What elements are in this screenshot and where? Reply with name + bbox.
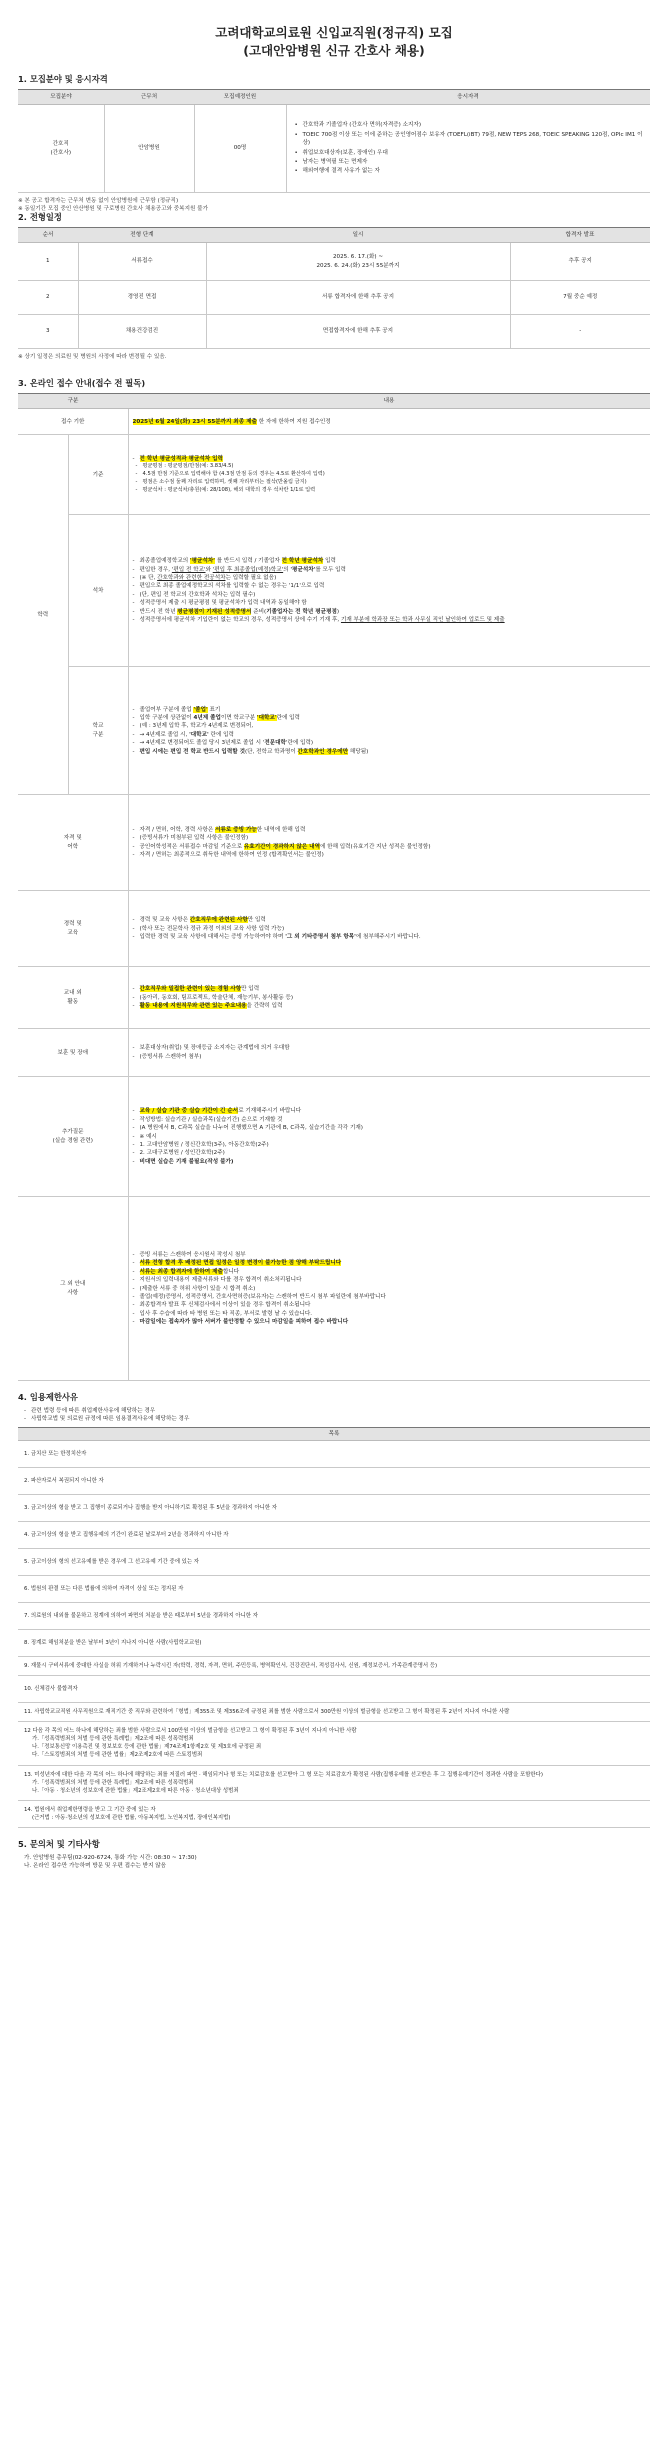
list-item: - 서류 전형 합격 후 배정된 면접 일정은 일정 변경이 불가능한 점 양해 부탁드립니다 (133, 1259, 647, 1267)
list-item: - 마감일에는 접속자가 많아 서버가 불안정할 수 있으니 마감일을 피하여 접수 바랍니다 (133, 1318, 647, 1326)
restriction-table: 목록 1. 금치산 또는 한정치산자 2. 파산자로서 복권되지 아니한 자 3. 금고이상의 형을 받고 그 집행이 종료되거나 집행을 받지 아니하기로 확정된 후 5년을 경과하지 아니한 자 4. 금고이상의 형을 받고 집행유예의 기간이 완료된 날로부터 2년을 경과하지 아니한 자 5. 금고이상의 형의 선고유예를 받은 경우에 그 선고유예 기간 중에 있는 자 6. 법원의 판결 또는 다른 법률에 의하여 자격이 상실 또는 정지된 자 7. 의료원의 내외를 불문하고 징계에 의하여 파면의 처분을 받은 때로부터 5년을 경과하지 아니한 자 8. 징계로 해임처분을 받은 날부터 3년이 지나지 아니한 사람(사립학교교원) 9. 재물시 구비서류에 중대한 사실을 허위 기재하거나 누락시킨 자(학력, 경력, 자격, 면허, 주민등록, 병역확인서, 건강진단서, 적성검사서, 신원, 재정보증서, 가족관계증명서 등) 10. 신체검사 불합격자 11. 사립학교교직원 사무직원으로 재직기간 중 직무와 관련하여「형법」제355조 및 제356조에 규정된 죄를 범한 사람으로서 300만원 이상의 벌금형을 선고받고 그 형이 확정된 후 2년이 지나지 아니한 사람 12 다음 각 목의 어느 하나에 해당하는 죄를 범한 사람으로서 100만원 이상의 벌금형을 선고받고 그 형이 확정된 후 3년이 지나지 아니한 사람 가.「성폭력범죄의 처벌 등에 관한 특례법」제2조에 따른 성폭력범죄 나.「정보통신망 이용촉진 및 정보보호 등에 관한 법률」제74조제1항제2호 및 제3호에 규정된 죄 다.「스토킹범죄의 처벌 등에 관한 법률」제2조제2호에 따른 스토킹범죄 13. 미성년자에 대한 다음 각 목의 어느 하나에 해당하는 죄를 저질러 파면 · 해임되거나 형 또는 치료감호를 선고받아 그 형 또는 치료감호가 확정된 사람(집행유예를 선고받은 후 그 집행유예기간이 경과한 사람을 포함한다) 가.「성폭력범죄의 처벌 등에 관한 특례법」제2조에 따른 성폭력범죄 나.「아동 · 청소년의 성보호에 관한 법률」제2조제2호에 따른 아동 · 청소년대상 성범죄 14. 법원에서 취업제한명령을 받고 그 기간 중에 있는 자 (근거법 : 아동·청소년의 성보호에 관한 법률, 아동복지법, 노인복지법, 장애인복지법) (18, 1427, 650, 1829)
list-item: - 자격 / 면허는 최종적으로 취득한 내역에 한하여 인정 (합격확인서는 불인정) (133, 851, 647, 859)
activity-row: 교내 외 활동 - 간호직무와 밀접한 관련이 있는 경험 사항만 입력 - (동아리, 동호회, 팀프로젝트, 학술단체, 재능기부, 봉사활동 등) - 활동 내용에 지원직무와 관련 있는 주요내용을 간략히 입력 (18, 967, 650, 1029)
table-row: 3. 금고이상의 형을 받고 그 집행이 종료되거나 집행을 받지 아니하기로 확정된 후 5년을 경과하지 아니한 자 (18, 1494, 650, 1521)
period-row: 접수 기한 2025년 6월 24일(화) 23시 55분까지 최종 제출 한 자에 한하여 지원 접수인정 (18, 409, 650, 435)
section-2-note: ※ 상기 일정은 의료원 및 병원의 사정에 따라 변경될 수 있음. (18, 354, 167, 361)
list-item: - (학사 또는 전문학사 정규 과정 이외의 교육 사항 입력 가능) (133, 925, 647, 933)
list-item: - 편입으로 최종 졸업예정학교의 석차를 입력할 수 없는 경우는 '1/1'으로 입력 (133, 582, 647, 590)
table-row: 12 다음 각 목의 어느 하나에 해당하는 죄를 범한 사람으로서 100만원 이상의 벌금형을 선고받고 그 형이 확정된 후 3년이 지나지 아니한 사람 가.「성폭력범죄의 처벌 등에 관한 특례법」제2조에 따른 성폭력범죄 나.「정보통신망 이용촉진 및 정보보호 등에 관한 법률」제74조제1항제2호 및 제3호에 규정된 죄 다.「스토킹범죄의 처벌 등에 관한 법률」제2조제2호에 따른 스토킹범죄 (18, 1722, 650, 1765)
list-item: - 반드시 전 학년 평균평점이 기재된 성적증명서 준비(기졸업자는 전 학년 평균평점) (133, 608, 647, 616)
list-item: - 입학 구분에 상관없이 4년제 졸업이면 학교구분 '대학교'란에 입력 (133, 714, 647, 722)
list-item: - 최종졸업예정학교의 '평균석차' 를 반드시 입력 / 기졸업자 전 학년 평균석차 입력 (133, 557, 647, 565)
list-item: - 최종합격자 발표 후 신체검사에서 이상이 있을 경우 합격이 취소됩니다 (133, 1301, 647, 1309)
section-2 (18, 211, 650, 361)
list-item: - 간호직무와 밀접한 관련이 있는 경험 사항만 입력 (133, 985, 647, 993)
section-1-notes: ※ 본 공고 합격자는 근무처 변동 없이 안암병원에 근무함 (정규직) ※ 동일기간 모집 중인 안산병원 및 구로병원 간호사 채용공고와 중복지원 불가 (18, 198, 208, 213)
list-item: • 취업보호대상자(보훈, 장애인) 우대 (295, 149, 647, 157)
school-type-row: 학교 구분 - 졸업여부 구분에 졸업 '졸업' 표기 - 입학 구분에 상관없이 4년제 졸업이면 학교구분 '대학교'란에 입력 - (예 : 3년제 입학 후, 학교가 4년제로 변경되어, - → 4년제로 졸업 시, '대학교' 란에 입력 - → 4년제로 변경되어도 졸업 당시 3년제로 졸업 시 '전문대학'란에 입력) - 편입 시에는 편입 전 학교 반드시 입력할 것(단, 전학교 학과명이 간호학과인 경우에만 해당됨) (18, 667, 650, 795)
page-title: 고려대학교의료원 신입교직원(정규직) 모집 (고대안암병원 신규 간호사 채용) (215, 25, 453, 59)
section-1 (18, 73, 650, 213)
list-item: - 비대면 실습은 기재 불필요(작성 불가) (133, 1158, 647, 1166)
rank-row: 석차 - 최종졸업예정학교의 '평균석차' 를 반드시 입력 / 기졸업자 전 학년 평균석차 입력 - 편입한 경우, '편입 전 학교'와 '편입 후 최종졸업(예정)학교'의 '평균석차'를 모두 입력 - (※ 단, 간호학과와 관련한 전공석차는 입력할 필요 없음) - 편입으로 최종 졸업예정학교의 석차를 입력할 수 없는 경우는 '1/1'으로 입력 - (단, 편입 전 학교의 간호학과 석차는 입력 필수) - 성적증명서 제출 시 평균평점 및 평균석차가 입력 내역과 동일해야 함 - 반드시 전 학년 평균평점이 기재된 성적증명서 준비(기졸업자는 전 학년 평균평점) - 성적증명서에 평균석차 기입란이 없는 학교의 경우, 성적증명서 상에 수기 기재 후, 기재 부분에 학과장 또는 학과 사무실 직인 날인하여 업로드 및 제출 (18, 515, 650, 667)
application-guide-table: 구분 내용 접수 기한 2025년 6월 24일(화) 23시 55분까지 최종 제출 한 자에 한하여 지원 접수인정 학력 기준 - 전 학년 평균성적과 평균석차 입력 - 평균평점 : 평균평점/만점(예: 3.83/4.5) - 4.5점 만점 기준으로 입력해야 함 (4.3점 만점 등의 경우는 4.5로 환산하여 입력) - 평점은 소수점 둘째 자리로 입력하며, 셋째 자리부터는 절삭(반올림 금지) - 평균석차 : 평균석차/총원(예: 28/108), 해외 대학의 경우 석차란 1/1로 입력 석차 - 최종졸업예정학교의 '평균석차' 를 반드시 입력 / 기졸업자 전 학년 평균석차 입력 - 편입한 경우, '편입 전 학교'와 '편입 후 최종졸업(예정)학교'의 '평균석차'를 모두 입력 - (※ 단, 간호학과와 관련한 전공석차는 입력할 필요 없음) - 편입으로 최종 졸업예정학교의 석차를 입력할 수 없는 경우는 '1/1'으로 입력 - (단, 편입 전 학교의 간호학과 석차는 입력 필수) - 성적증명서 제출 시 평균평점 및 평균석차가 입력 내역과 동일해야 함 - 반드시 전 학년 평균평점이 기재된 성적증명서 준비(기졸업자는 전 학년 평균평점) - 성적증명서에 평균석차 기입란이 없는 학교의 경우, 성적증명서 상에 수기 기재 후, 기재 부분에 학과장 또는 학과 사무실 직인 날인하여 업로드 및 제출 학교 구분 - 졸업여부 구분에 졸업 '졸업' 표기 - 입학 구분에 상관없이 4년제 졸업이면 학교구분 '대학교'란에 입력 - (예 : 3년제 입학 후, 학교가 4년제로 변경되어, - → 4년제로 졸업 시, '대학교' 란에 입력 - → 4년제로 변경되어도 졸업 당시 3년제로 졸업 시 '전문대학'란에 입력) - 편입 시에는 편입 전 학교 반드시 입력할 것(단, 전학교 학과명이 간호학과인 경우에만 해당됨) 자격 및 어학 - 자격 / 면허, 어학, 경력 사항은 서류로 증빙 가능한 내역에 한해 입력 - (증빙서류가 미첨부된 입력 사항은 불인정함) - 공인어학성적은 서류접수 마감일 기준으로 유효기간이 경과하지 않은 내역에 한해 입력(유효기간 지난 성적은 불인정함) - 자격 / 면허는 최종적으로 취득한 내역에 한하여 인정 (합격확인서는 불인정) 경력 및 교육 - 경력 및 교육 사항은 간호직무에 관련된 사항만 입력 - (학사 또는 전문학사 정규 과정 이외의 교육 사항 입력 가능) - 입력한 경력 및 교육 사항에 대해서는 증빙 가능하여야 하며 '그 외 기타증명서 첨부 항목'에 첨부해주시기 바랍니다. 교내 외 활동 - 간호직무와 밀접한 관련이 있는 경험 사항만 입력 - (동아리, 동호회, 팀프로젝트, 학술단체, 재능기부, 봉사활동 등) - 활동 내용에 지원직무와 관련 있는 주요내용을 간략히 입력 보훈 및 장애 - 보훈대상자(취업) 및 장애등급 소지자는 관계법에 의거 우대함 - (증빙서류 스캔하여 첨부) 추가질문 (실습 경험 관련) - 교육 / 실습 기관 중 실습 기간이 긴 순서로 기재해주시기 바랍니다 - 작성방법: 실습기관 / 실습과목(실습기간) 순으로 기재할 것 - (A 병원에서 B, C과목 실습을 나누어 진행했으면 A 기관에 B, C과목, 실습기간을 각각 기재) - ※ 예시 - 1. 고대안암병원 / 정신간호학(3주), 아동간호학(2주) - 2. 고대구로병원 / 성인간호학(2주) - 비대면 실습은 기재 불필요(작성 불가) 그 외 안내 사항 - 증빙 서류는 스캔하여 응시원서 작성시 첨부 - 서류 전형 합격 후 배정된 면접 일정은 일정 변경이 불가능한 점 양해 부탁드립니다 - 서류는 최종 합격자에 한하여 제출합니다 - 지원서의 입력내용이 제출서류와 다를 경우 합격이 취소처리됩니다 - (제출한 서류 중 허위 사항이 있을 시 합격 취소) - 졸업(예정)증명서, 성적증명서, 간호사면허증(보유자)는 스캔하여 반드시 첨부 파일란에 첨부바랍니다 - 최종합격자 발표 후 신체검사에서 이상이 있을 경우 합격이 취소됩니다 - 입사 후 수습에 따라 타 병원 또는 타 직종, 부서로 발령 날 수 있습니다. - 마감일에는 접속자가 많아 서버가 불안정할 수 있으니 마감일을 피하여 접수 바랍니다 (18, 393, 650, 1381)
list-item: - 졸업(예정)증명서, 성적증명서, 간호사면허증(보유자)는 스캔하여 반드시 첨부 파일란에 첨부바랍니다 (133, 1293, 647, 1301)
list-item: - 편입한 경우, '편입 전 학교'와 '편입 후 최종졸업(예정)학교'의 '평균석차'를 모두 입력 (133, 566, 647, 574)
career-row: 경력 및 교육 - 경력 및 교육 사항은 간호직무에 관련된 사항만 입력 - (학사 또는 전문학사 정규 과정 이외의 교육 사항 입력 가능) - 입력한 경력 및 교육 사항에 대해서는 증빙 가능하여야 하며 '그 외 기타증명서 첨부 항목'에 첨부해주시기 바랍니다. (18, 891, 650, 967)
quals-cell (286, 105, 650, 193)
field-cell: 간호직 (간호사) (18, 105, 104, 193)
list-item: - 2. 고대구로병원 / 성인간호학(2주) (133, 1149, 647, 1157)
contact-info: 가. 안암병원 총무팀(02-920-6724, 통화 가능 시간: 08:30 ~ 17:30) 나. 온라인 접수만 가능하며 방문 및 우편 접수는 받지 않음 (24, 1854, 197, 1869)
section-3-heading: 3. 온라인 접수 안내(접수 전 필독) (18, 378, 146, 389)
list-item: - 증빙 서류는 스캔하여 응시원서 작성시 첨부 (133, 1251, 647, 1259)
section-3 (18, 377, 650, 1381)
standard-row: 학력 기준 - 전 학년 평균성적과 평균석차 입력 - 평균평점 : 평균평점/만점(예: 3.83/4.5) - 4.5점 만점 기준으로 입력해야 함 (4.3점 만점 등의 경우는 4.5로 환산하여 입력) - 평점은 소수점 둘째 자리로 입력하며, 셋째 자리부터는 절삭(반올림 금지) - 평균석차 : 평균석차/총원(예: 28/108), 해외 대학의 경우 석차란 1/1로 입력 (18, 435, 650, 515)
section-4 (18, 1391, 650, 1828)
schedule-row: 1 서류접수 2025. 6. 17.(화) ~ 2025. 6. 24.(화) 23시 55분까지 추후 공지 (18, 243, 650, 281)
list-item: - 편입 시에는 편입 전 학교 반드시 입력할 것(단, 전학교 학과명이 간호학과인 경우에만 해당됨) (133, 748, 647, 756)
list-item: - (증빙서류 스캔하여 첨부) (133, 1053, 647, 1061)
extra-question-row: 추가질문 (실습 경험 관련) - 교육 / 실습 기관 중 실습 기간이 긴 순서로 기재해주시기 바랍니다 - 작성방법: 실습기관 / 실습과목(실습기간) 순으로 기재할 것 - (A 병원에서 B, C과목 실습을 나누어 진행했으면 A 기관에 B, C과목, 실습기간을 각각 기재) - ※ 예시 - 1. 고대안암병원 / 정신간호학(3주), 아동간호학(2주) - 2. 고대구로병원 / 성인간호학(2주) - 비대면 실습은 기재 불필요(작성 불가) (18, 1077, 650, 1197)
veteran-row: 보훈 및 장애 - 보훈대상자(취업) 및 장애등급 소지자는 관계법에 의거 우대함 - (증빙서류 스캔하여 첨부) (18, 1029, 650, 1077)
list-item: - 보훈대상자(취업) 및 장애등급 소지자는 관계법에 의거 우대함 (133, 1044, 647, 1052)
list-item: - (A 병원에서 B, C과목 실습을 나누어 진행했으면 A 기관에 B, C과목, 실습기간을 각각 기재) (133, 1124, 647, 1132)
cert-row: 자격 및 어학 - 자격 / 면허, 어학, 경력 사항은 서류로 증빙 가능한 내역에 한해 입력 - (증빙서류가 미첨부된 입력 사항은 불인정함) - 공인어학성적은 서류접수 마감일 기준으로 유효기간이 경과하지 않은 내역에 한해 입력(유효기간 지난 성적은 불인정함) - 자격 / 면허는 최종적으로 취득한 내역에 한하여 인정 (합격확인서는 불인정) (18, 795, 650, 891)
quals-list (295, 121, 647, 175)
list-item: - 입사 후 수습에 따라 타 병원 또는 타 직종, 부서로 발령 날 수 있습니다. (133, 1310, 647, 1318)
list-item: - ※ 예시 (133, 1133, 647, 1141)
table-row: 13. 미성년자에 대한 다음 각 목의 어느 하나에 해당하는 죄를 저질러 파면 · 해임되거나 형 또는 치료감호를 선고받아 그 형 또는 치료감호가 확정된 사람(집행유예를 선고받은 후 그 집행유예기간이 경과한 사람을 포함한다) 가.「성폭력범죄의 처벌 등에 관한 특례법」제2조에 따른 성폭력범죄 나.「아동 · 청소년의 성보호에 관한 법률」제2조제2호에 따른 아동 · 청소년대상 성범죄 (18, 1765, 650, 1800)
list-item: - → 4년제로 변경되어도 졸업 당시 3년제로 졸업 시 '전문대학'란에 입력) (133, 739, 647, 747)
schedule-row: 2 경영진 면접 서류 합격자에 한해 추후 공지 7월 중순 예정 (18, 281, 650, 315)
section-4-intro: - 관련 법령 등에 따른 취업제한사유에 해당하는 경우 - 사립학교법 및 의료원 규정에 따른 임용결격사유에 해당하는 경우 (24, 1407, 650, 1424)
list-item: - 지원서의 입력내용이 제출서류와 다를 경우 합격이 취소처리됩니다 (133, 1276, 647, 1284)
table-row: 4. 금고이상의 형을 받고 집행유예의 기간이 완료된 날로부터 2년을 경과하지 아니한 자 (18, 1521, 650, 1548)
list-item: - 성적증명서에 평균석차 기입란이 없는 학교의 경우, 성적증명서 상에 수기 기재 후, 기재 부분에 학과장 또는 학과 사무실 직인 날인하여 업로드 및 제출 (133, 616, 647, 624)
list-item: - 입력한 경력 및 교육 사항에 대해서는 증빙 가능하여야 하며 '그 외 기타증명서 첨부 항목'에 첨부해주시기 바랍니다. (133, 933, 647, 941)
list-item: - 공인어학성적은 서류접수 마감일 기준으로 유효기간이 경과하지 않은 내역에 한해 입력(유효기간 지난 성적은 불인정함) (133, 843, 647, 851)
list-item: - (※ 단, 간호학과와 관련한 전공석차는 입력할 필요 없음) (133, 574, 647, 582)
schedule-table: 순서 전형 단계 일시 합격자 발표 1 서류접수 2025. 6. 17.(화) ~ 2025. 6. 24.(화) 23시 55분까지 추후 공지 2 경영진 면접 서류 합격자에 한해 추후 공지 7월 중순 예정 3 채용건강검진 면접합격자에 한해 추후 공지 - (18, 227, 650, 349)
list-item: - 작성방법: 실습기관 / 실습과목(실습기간) 순으로 기재할 것 (133, 1116, 647, 1124)
table-row: 1. 금치산 또는 한정치산자 (18, 1440, 650, 1467)
list-item: - → 4년제로 졸업 시, '대학교' 란에 입력 (133, 731, 647, 739)
count-cell: 00명 (194, 105, 286, 193)
table-row: 6. 법원의 판결 또는 다른 법률에 의하여 자격이 상실 또는 정지된 자 (18, 1575, 650, 1602)
list-item: • 해외여행에 결격 사유가 없는 자 (295, 167, 647, 175)
table-row: 10. 신체검사 불합격자 (18, 1676, 650, 1703)
list-item: - 평점은 소수점 둘째 자리로 입력하며, 셋째 자리부터는 절삭(반올림 금지) (136, 479, 647, 487)
deadline: 2025년 6월 24일(화) 23시 55분까지 최종 제출 (132, 418, 257, 425)
list-item: - 1. 고대안암병원 / 정신간호학(3주), 아동간호학(2주) (133, 1141, 647, 1149)
list-item: - (예 : 3년제 입학 후, 학교가 4년제로 변경되어, (133, 722, 647, 730)
list-item: - (증빙서류가 미첨부된 입력 사항은 불인정함) (133, 834, 647, 842)
list-item: - 평균평점 : 평균평점/만점(예: 3.83/4.5) (136, 463, 647, 471)
table-row: 8. 징계로 해임처분을 받은 날부터 3년이 지나지 아니한 사람(사립학교교원) (18, 1629, 650, 1656)
section-5 (18, 1838, 650, 1870)
qualification-table: 모집분야 근무처 모집예정인원 응시자격 간호직 (간호사) 안암병원 00명 • 간호학과 기졸업자 (간호사 면허(자격증) 소지자) • TOEIC 700점 이상 또는 이에 준하는 공인영어점수 보유자 (TOEFL(iBT) 79점, NEW TEPS 268, TOEIC SPEAKING 120점, OPIc IM1 이상) • 취업보호대상자(보훈, 장애인) 우대 • 남자는 병역필 또는 면제자 • 해외여행에 결격 사유가 없는 자 (18, 89, 650, 193)
etc-row: 그 외 안내 사항 - 증빙 서류는 스캔하여 응시원서 작성시 첨부 - 서류 전형 합격 후 배정된 면접 일정은 일정 변경이 불가능한 점 양해 부탁드립니다 - 서류는 최종 합격자에 한하여 제출합니다 - 지원서의 입력내용이 제출서류와 다를 경우 합격이 취소처리됩니다 - (제출한 서류 중 허위 사항이 있을 시 합격 취소) - 졸업(예정)증명서, 성적증명서, 간호사면허증(보유자)는 스캔하여 반드시 첨부 파일란에 첨부바랍니다 - 최종합격자 발표 후 신체검사에서 이상이 있을 경우 합격이 취소됩니다 - 입사 후 수습에 따라 타 병원 또는 타 직종, 부서로 발령 날 수 있습니다. - 마감일에는 접속자가 많아 서버가 불안정할 수 있으니 마감일을 피하여 접수 바랍니다 (18, 1197, 650, 1381)
schedule-row: 3 채용건강검진 면접합격자에 한해 추후 공지 - (18, 315, 650, 349)
list-item: - 교육 / 실습 기관 중 실습 기간이 긴 순서로 기재해주시기 바랍니다 (133, 1107, 647, 1115)
table-row: 5. 금고이상의 형의 선고유예를 받은 경우에 그 선고유예 기간 중에 있는 자 (18, 1548, 650, 1575)
list-item: - 자격 / 면허, 어학, 경력 사항은 서류로 증빙 가능한 내역에 한해 입력 (133, 826, 647, 834)
table-row: 9. 재물시 구비서류에 중대한 사실을 허위 기재하거나 누락시킨 자(학력, 경력, 자격, 면허, 주민등록, 병역확인서, 건강진단서, 적성검사서, 신원, 재정보증서, 가족관계증명서 등) (18, 1656, 650, 1675)
list-item: - 경력 및 교육 사항은 간호직무에 관련된 사항만 입력 (133, 916, 647, 924)
list-item: - 활동 내용에 지원직무와 관련 있는 주요내용을 간략히 입력 (133, 1002, 647, 1010)
list-item: - (동아리, 동호회, 팀프로젝트, 학술단체, 재능기부, 봉사활동 등) (133, 994, 647, 1002)
list-item: • TOEIC 700점 이상 또는 이에 준하는 공인영어점수 보유자 (TOEFL(iBT) 79점, NEW TEPS 268, TOEIC SPEAKING 120점, OPIc IM1 이상) (295, 131, 647, 148)
list-item: - 평균석차 : 평균석차/총원(예: 28/108), 해외 대학의 경우 석차란 1/1로 입력 (136, 487, 647, 495)
section-4-heading: 4. 임용제한사유 (18, 1392, 78, 1403)
table-row: 2. 파산자로서 복권되지 아니한 자 (18, 1467, 650, 1494)
table-row: 7. 의료원의 내외를 불문하고 징계에 의하여 파면의 처분을 받은 때로부터 5년을 경과하지 아니한 자 (18, 1602, 650, 1629)
list-item: - (단, 편입 전 학교의 간호학과 석차는 입력 필수) (133, 591, 647, 599)
workplace-cell: 안암병원 (104, 105, 194, 193)
list-item: - 서류는 최종 합격자에 한하여 제출합니다 (133, 1268, 647, 1276)
list-item: • 남자는 병역필 또는 면제자 (295, 158, 647, 166)
table-row: 14. 법원에서 취업제한명령을 받고 그 기간 중에 있는 자 (근거법 : 아동·청소년의 성보호에 관한 법률, 아동복지법, 노인복지법, 장애인복지법) (18, 1800, 650, 1827)
list-item: - 4.5점 만점 기준으로 입력해야 함 (4.3점 만점 등의 경우는 4.5로 환산하여 입력) (136, 471, 647, 479)
section-1-heading: 1. 모집분야 및 응시자격 (18, 74, 108, 85)
section-5-heading: 5. 문의처 및 기타사항 (18, 1839, 100, 1850)
table-row: 11. 사립학교교직원 사무직원으로 재직기간 중 직무와 관련하여「형법」제355조 및 제356조에 규정된 죄를 범한 사람으로서 300만원 이상의 벌금형을 선고받고 그 형이 확정된 후 2년이 지나지 아니한 사람 (18, 1703, 650, 1722)
list-item: • 간호학과 기졸업자 (간호사 면허(자격증) 소지자) (295, 121, 647, 129)
section-2-heading: 2. 전형일정 (18, 212, 62, 223)
list-item: - 성적증명서 제출 시 평균평점 및 평균석차가 입력 내역과 동일해야 함 (133, 599, 647, 607)
list-item: - 졸업여부 구분에 졸업 '졸업' 표기 (133, 706, 647, 714)
list-item: - (제출한 서류 중 허위 사항이 있을 시 합격 취소) (133, 1285, 647, 1293)
